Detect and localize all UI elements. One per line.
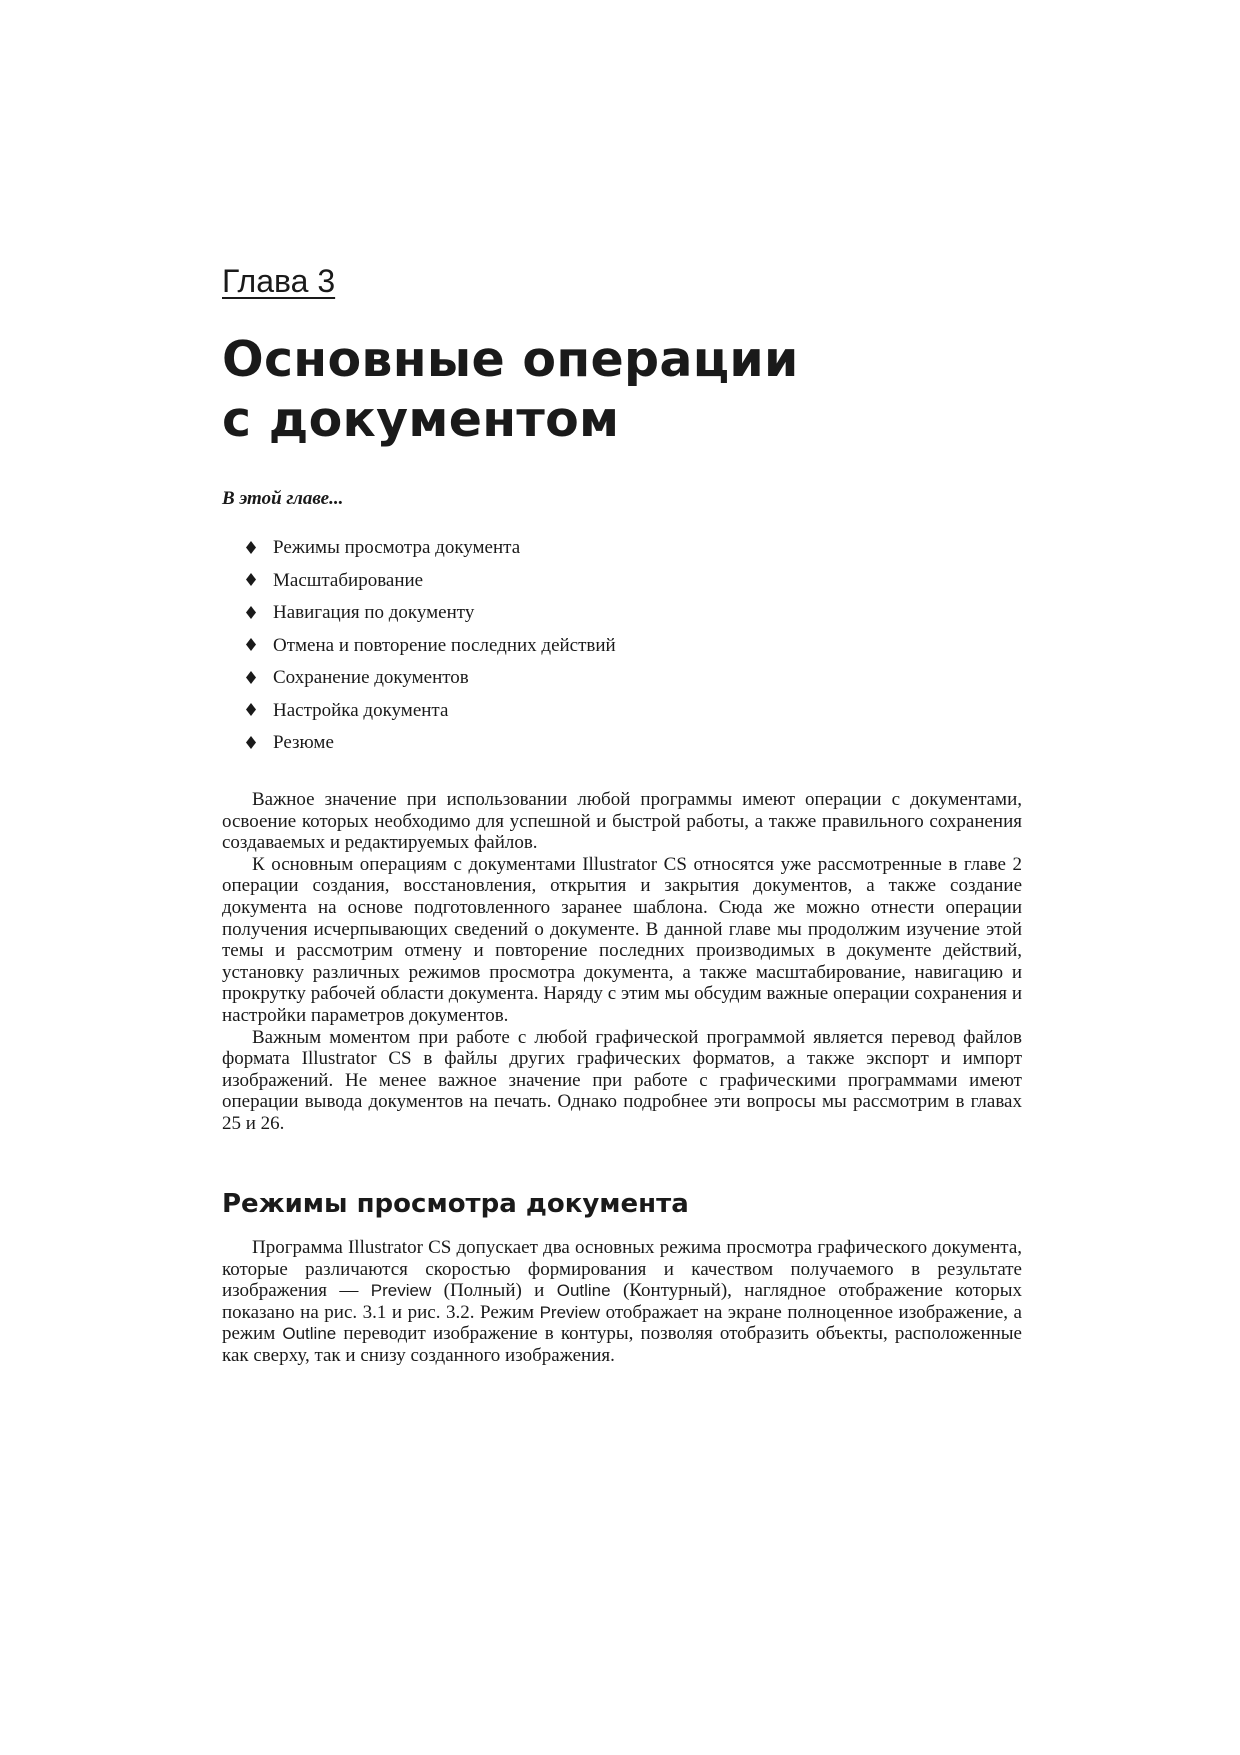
list-item-label: Режимы просмотра документа — [273, 537, 521, 559]
chapter-title-line-1: Основные операции — [222, 331, 799, 388]
paragraph: Важное значение при использовании любой программы имеют операции с документами, освоение которых необходимо для успешной и быстрой работы, а также правильного сохранения создаваемых и редактируемых файлов. — [222, 789, 1022, 854]
in-this-chapter-caption: В этой главе... — [222, 488, 344, 509]
list-item-label: Навигация по документу — [273, 602, 475, 624]
list-item — [246, 630, 616, 663]
term-outline: Outline — [282, 1324, 337, 1344]
list-item — [246, 695, 616, 728]
text-run: отображает на экране полноценное изображение, а режим — [222, 1301, 1022, 1345]
list-item-label: Масштабирование — [273, 569, 424, 591]
diamond-bullet-icon — [246, 671, 256, 684]
text-run: (Полный) и — [431, 1280, 557, 1302]
section-text — [222, 1237, 1022, 1367]
diamond-bullet-icon — [246, 573, 256, 586]
diamond-bullet-icon — [246, 638, 256, 651]
paragraph — [222, 1237, 1022, 1367]
paragraph: К основным операциям с документами Illustrator CS относятся уже рассмотренные в главе 2 операции создания, восстановления, открытия и закрытия документов, а также создание документа на основе подготовленного заранее шаблона. Сюда же можно отнести операции получения исчерпывающих сведений о документе. В данной главе мы продолжим изучение этой темы и рассмотрим отмену и повторение последних производимых в документе действий, установку различных режимов просмотра документа, а также масштабирование, навигацию и прокрутку рабочей области документа. Наряду с этим мы обсудим важные операции сохранения и настройки параметров документов. — [222, 853, 1022, 1026]
list-item — [246, 565, 616, 598]
text-run: Программа Illustrator CS допускает два основных режима просмотра графического документа, которые различаются скоростью формирования и качеством получаемого в результате изображения — — [222, 1237, 1022, 1302]
list-item-label: Отмена и повторение последних действий — [273, 634, 616, 656]
chapter-contents-list — [246, 532, 616, 760]
chapter-label: Глава 3 — [222, 263, 336, 299]
section-heading: Режимы просмотра документа — [222, 1189, 689, 1219]
term-preview: Preview — [539, 1302, 601, 1322]
list-item — [246, 532, 616, 565]
list-item-label: Настройка документа — [273, 699, 449, 721]
term-preview: Preview — [370, 1281, 432, 1301]
term-outline: Outline — [556, 1281, 611, 1301]
diamond-bullet-icon — [246, 606, 256, 619]
text-run: (Контурный), наглядное отображение которых показано на рис. 3.1 и рис. 3.2. Режим — [222, 1280, 1022, 1323]
chapter-title-line-2: с документом — [222, 391, 620, 448]
text-run: переводит изображение в контуры, позволяя отобразить объекты, расположенные как сверху, так и снизу созданного изображения. — [222, 1323, 1022, 1366]
diamond-bullet-icon — [246, 736, 256, 749]
list-item-label: Сохранение документов — [273, 667, 469, 689]
chapter-title — [222, 330, 799, 450]
introduction-text — [222, 789, 1022, 1135]
list-item-label: Резюме — [273, 732, 334, 754]
diamond-bullet-icon — [246, 541, 256, 554]
list-item — [246, 727, 616, 760]
paragraph: Важным моментом при работе с любой графической программой является перевод файлов формата Illustrator CS в файлы других графических форматов, а также экспорт и импорт изображений. Не менее важное значение при работе с графическими программами имеют операции вывода документов на печать. Однако подробнее эти вопросы мы рассмотрим в главах 25 и 26. — [222, 1026, 1022, 1134]
list-item — [246, 662, 616, 695]
list-item — [246, 597, 616, 630]
diamond-bullet-icon — [246, 703, 256, 716]
